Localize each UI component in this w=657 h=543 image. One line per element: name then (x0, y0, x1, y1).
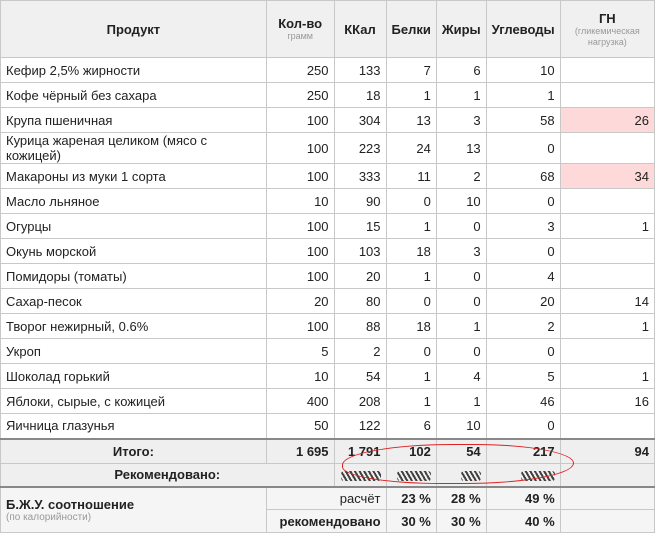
col-fat-header[interactable]: Жиры (436, 1, 486, 58)
product-name: Кофе чёрный без сахара (1, 83, 267, 108)
ratio-calc-empty (560, 487, 654, 510)
total-label: Итого: (1, 439, 267, 464)
fat-cell: 6 (436, 58, 486, 83)
protein-cell: 18 (386, 239, 436, 264)
qty-cell: 100 (266, 133, 334, 164)
protein-cell: 1 (386, 83, 436, 108)
carbs-cell: 0 (486, 189, 560, 214)
qty-cell: 250 (266, 58, 334, 83)
carbs-cell: 0 (486, 339, 560, 364)
fat-cell: 10 (436, 414, 486, 439)
fat-cell: 2 (436, 164, 486, 189)
ratio-label-cell (1, 487, 267, 533)
protein-cell: 24 (386, 133, 436, 164)
gn-cell (560, 189, 654, 214)
carbs-cell: 0 (486, 133, 560, 164)
ratio-rec-protein: 30 % (386, 510, 436, 533)
col-kcal-header[interactable]: ККал (334, 1, 386, 58)
product-name: Укроп (1, 339, 267, 364)
carbs-cell: 1 (486, 83, 560, 108)
gn-cell: 34 (560, 164, 654, 189)
product-name: Яичница глазунья (1, 414, 267, 439)
ratio-calc-label: расчёт (266, 487, 386, 510)
qty-cell: 20 (266, 289, 334, 314)
recommended-row (1, 464, 655, 487)
fat-cell: 1 (436, 389, 486, 414)
carbs-cell: 3 (486, 214, 560, 239)
kcal-cell: 18 (334, 83, 386, 108)
carbs-cell: 68 (486, 164, 560, 189)
ratio-rec-carbs: 40 % (486, 510, 560, 533)
kcal-cell: 2 (334, 339, 386, 364)
ratio-calc-protein: 23 % (386, 487, 436, 510)
carbs-cell: 46 (486, 389, 560, 414)
scribble-mark (397, 471, 431, 481)
header-row (1, 1, 655, 58)
kcal-cell: 15 (334, 214, 386, 239)
qty-cell: 10 (266, 189, 334, 214)
protein-cell: 6 (386, 414, 436, 439)
ratio-rec-empty (560, 510, 654, 533)
kcal-cell: 304 (334, 108, 386, 133)
carbs-cell: 0 (486, 414, 560, 439)
product-name: Помидоры (томаты) (1, 264, 267, 289)
gn-cell (560, 339, 654, 364)
gn-cell (560, 58, 654, 83)
protein-cell: 0 (386, 289, 436, 314)
qty-cell: 50 (266, 414, 334, 439)
gn-cell (560, 264, 654, 289)
gn-sub-label: (гликемическая нагрузка) (574, 25, 640, 47)
scribble-mark (461, 471, 481, 481)
carbs-cell: 58 (486, 108, 560, 133)
fat-cell: 0 (436, 339, 486, 364)
table-row (1, 133, 655, 164)
product-name: Макароны из муки 1 сорта (1, 164, 267, 189)
carbs-cell: 4 (486, 264, 560, 289)
protein-cell: 1 (386, 364, 436, 389)
table-row (1, 339, 655, 364)
carbs-cell: 10 (486, 58, 560, 83)
total-gn: 94 (560, 439, 654, 464)
gn-cell (560, 414, 654, 439)
total-row (1, 439, 655, 464)
kcal-cell: 90 (334, 189, 386, 214)
total-qty: 1 695 (266, 439, 334, 464)
table-row (1, 289, 655, 314)
product-name: Сахар-песок (1, 289, 267, 314)
gn-cell: 1 (560, 314, 654, 339)
qty-cell: 100 (266, 214, 334, 239)
kcal-cell: 20 (334, 264, 386, 289)
product-name: Творог нежирный, 0.6% (1, 314, 267, 339)
gn-cell (560, 83, 654, 108)
col-carbs-header[interactable]: Углеводы (486, 1, 560, 58)
fat-cell: 1 (436, 83, 486, 108)
protein-cell: 7 (386, 58, 436, 83)
col-qty-header[interactable] (266, 1, 334, 58)
table-row (1, 108, 655, 133)
gn-cell: 1 (560, 364, 654, 389)
fat-cell: 3 (436, 108, 486, 133)
kcal-cell: 223 (334, 133, 386, 164)
qty-cell: 100 (266, 164, 334, 189)
kcal-cell: 333 (334, 164, 386, 189)
table-row (1, 83, 655, 108)
kcal-cell: 88 (334, 314, 386, 339)
fat-cell: 13 (436, 133, 486, 164)
kcal-cell: 54 (334, 364, 386, 389)
table-row (1, 189, 655, 214)
scribble-mark (341, 471, 381, 481)
product-name: Масло льняное (1, 189, 267, 214)
qty-unit-label: грамм (287, 31, 313, 41)
gn-cell: 16 (560, 389, 654, 414)
ratio-label: Б.Ж.У. соотношение (6, 496, 135, 512)
ratio-rec-fat: 30 % (436, 510, 486, 533)
kcal-cell: 103 (334, 239, 386, 264)
fat-cell: 0 (436, 289, 486, 314)
gn-cell (560, 239, 654, 264)
ratio-rec-label: рекомендовано (266, 510, 386, 533)
ratio-calc-fat: 28 % (436, 487, 486, 510)
recommended-protein-scribble (386, 464, 436, 487)
qty-cell: 100 (266, 239, 334, 264)
gn-header-label: ГН (598, 10, 616, 26)
product-name: Огурцы (1, 214, 267, 239)
scribble-mark (521, 471, 555, 481)
product-name: Курица жареная целиком (мясо с кожицей) (1, 133, 267, 164)
fat-cell: 10 (436, 189, 486, 214)
total-carbs: 217 (486, 439, 560, 464)
qty-cell: 100 (266, 108, 334, 133)
kcal-cell: 80 (334, 289, 386, 314)
qty-cell: 100 (266, 264, 334, 289)
protein-cell: 11 (386, 164, 436, 189)
col-gn-header[interactable] (560, 1, 654, 58)
recommended-kcal-scribble (334, 464, 386, 487)
total-kcal: 1 791 (334, 439, 386, 464)
recommended-fat-scribble (436, 464, 486, 487)
qty-cell: 400 (266, 389, 334, 414)
table-row (1, 164, 655, 189)
table-row (1, 314, 655, 339)
carbs-cell: 2 (486, 314, 560, 339)
fat-cell: 3 (436, 239, 486, 264)
recommended-gn (560, 464, 654, 487)
protein-cell: 13 (386, 108, 436, 133)
kcal-cell: 208 (334, 389, 386, 414)
protein-cell: 18 (386, 314, 436, 339)
kcal-cell: 133 (334, 58, 386, 83)
kcal-cell: 122 (334, 414, 386, 439)
qty-header-label: Кол-во (278, 16, 323, 31)
product-name: Окунь морской (1, 239, 267, 264)
fat-cell: 4 (436, 364, 486, 389)
col-product-header[interactable]: Продукт (1, 1, 267, 58)
qty-cell: 5 (266, 339, 334, 364)
qty-cell: 250 (266, 83, 334, 108)
carbs-cell: 20 (486, 289, 560, 314)
recommended-carbs-scribble (486, 464, 560, 487)
total-fat: 54 (436, 439, 486, 464)
table-row (1, 389, 655, 414)
ratio-calc-row (1, 487, 655, 510)
gn-cell: 1 (560, 214, 654, 239)
total-protein: 102 (386, 439, 436, 464)
fat-cell: 0 (436, 264, 486, 289)
fat-cell: 1 (436, 314, 486, 339)
table-row (1, 58, 655, 83)
product-name: Крупа пшеничная (1, 108, 267, 133)
table-row (1, 364, 655, 389)
carbs-cell: 0 (486, 239, 560, 264)
product-name: Кефир 2,5% жирности (1, 58, 267, 83)
table-row (1, 414, 655, 439)
fat-cell: 0 (436, 214, 486, 239)
qty-cell: 10 (266, 364, 334, 389)
ratio-calc-carbs: 49 % (486, 487, 560, 510)
protein-cell: 0 (386, 189, 436, 214)
recommended-label: Рекомендовано: (1, 464, 335, 487)
gn-cell: 14 (560, 289, 654, 314)
ratio-sub-label: (по калорийности) (6, 511, 92, 523)
product-name: Шоколад горький (1, 364, 267, 389)
table-row (1, 239, 655, 264)
qty-cell: 100 (266, 314, 334, 339)
protein-cell: 1 (386, 389, 436, 414)
col-protein-header[interactable]: Белки (386, 1, 436, 58)
protein-cell: 1 (386, 264, 436, 289)
product-name: Яблоки, сырые, с кожицей (1, 389, 267, 414)
carbs-cell: 5 (486, 364, 560, 389)
table-row (1, 264, 655, 289)
table-row (1, 214, 655, 239)
protein-cell: 1 (386, 214, 436, 239)
protein-cell: 0 (386, 339, 436, 364)
gn-cell: 26 (560, 108, 654, 133)
gn-cell (560, 133, 654, 164)
